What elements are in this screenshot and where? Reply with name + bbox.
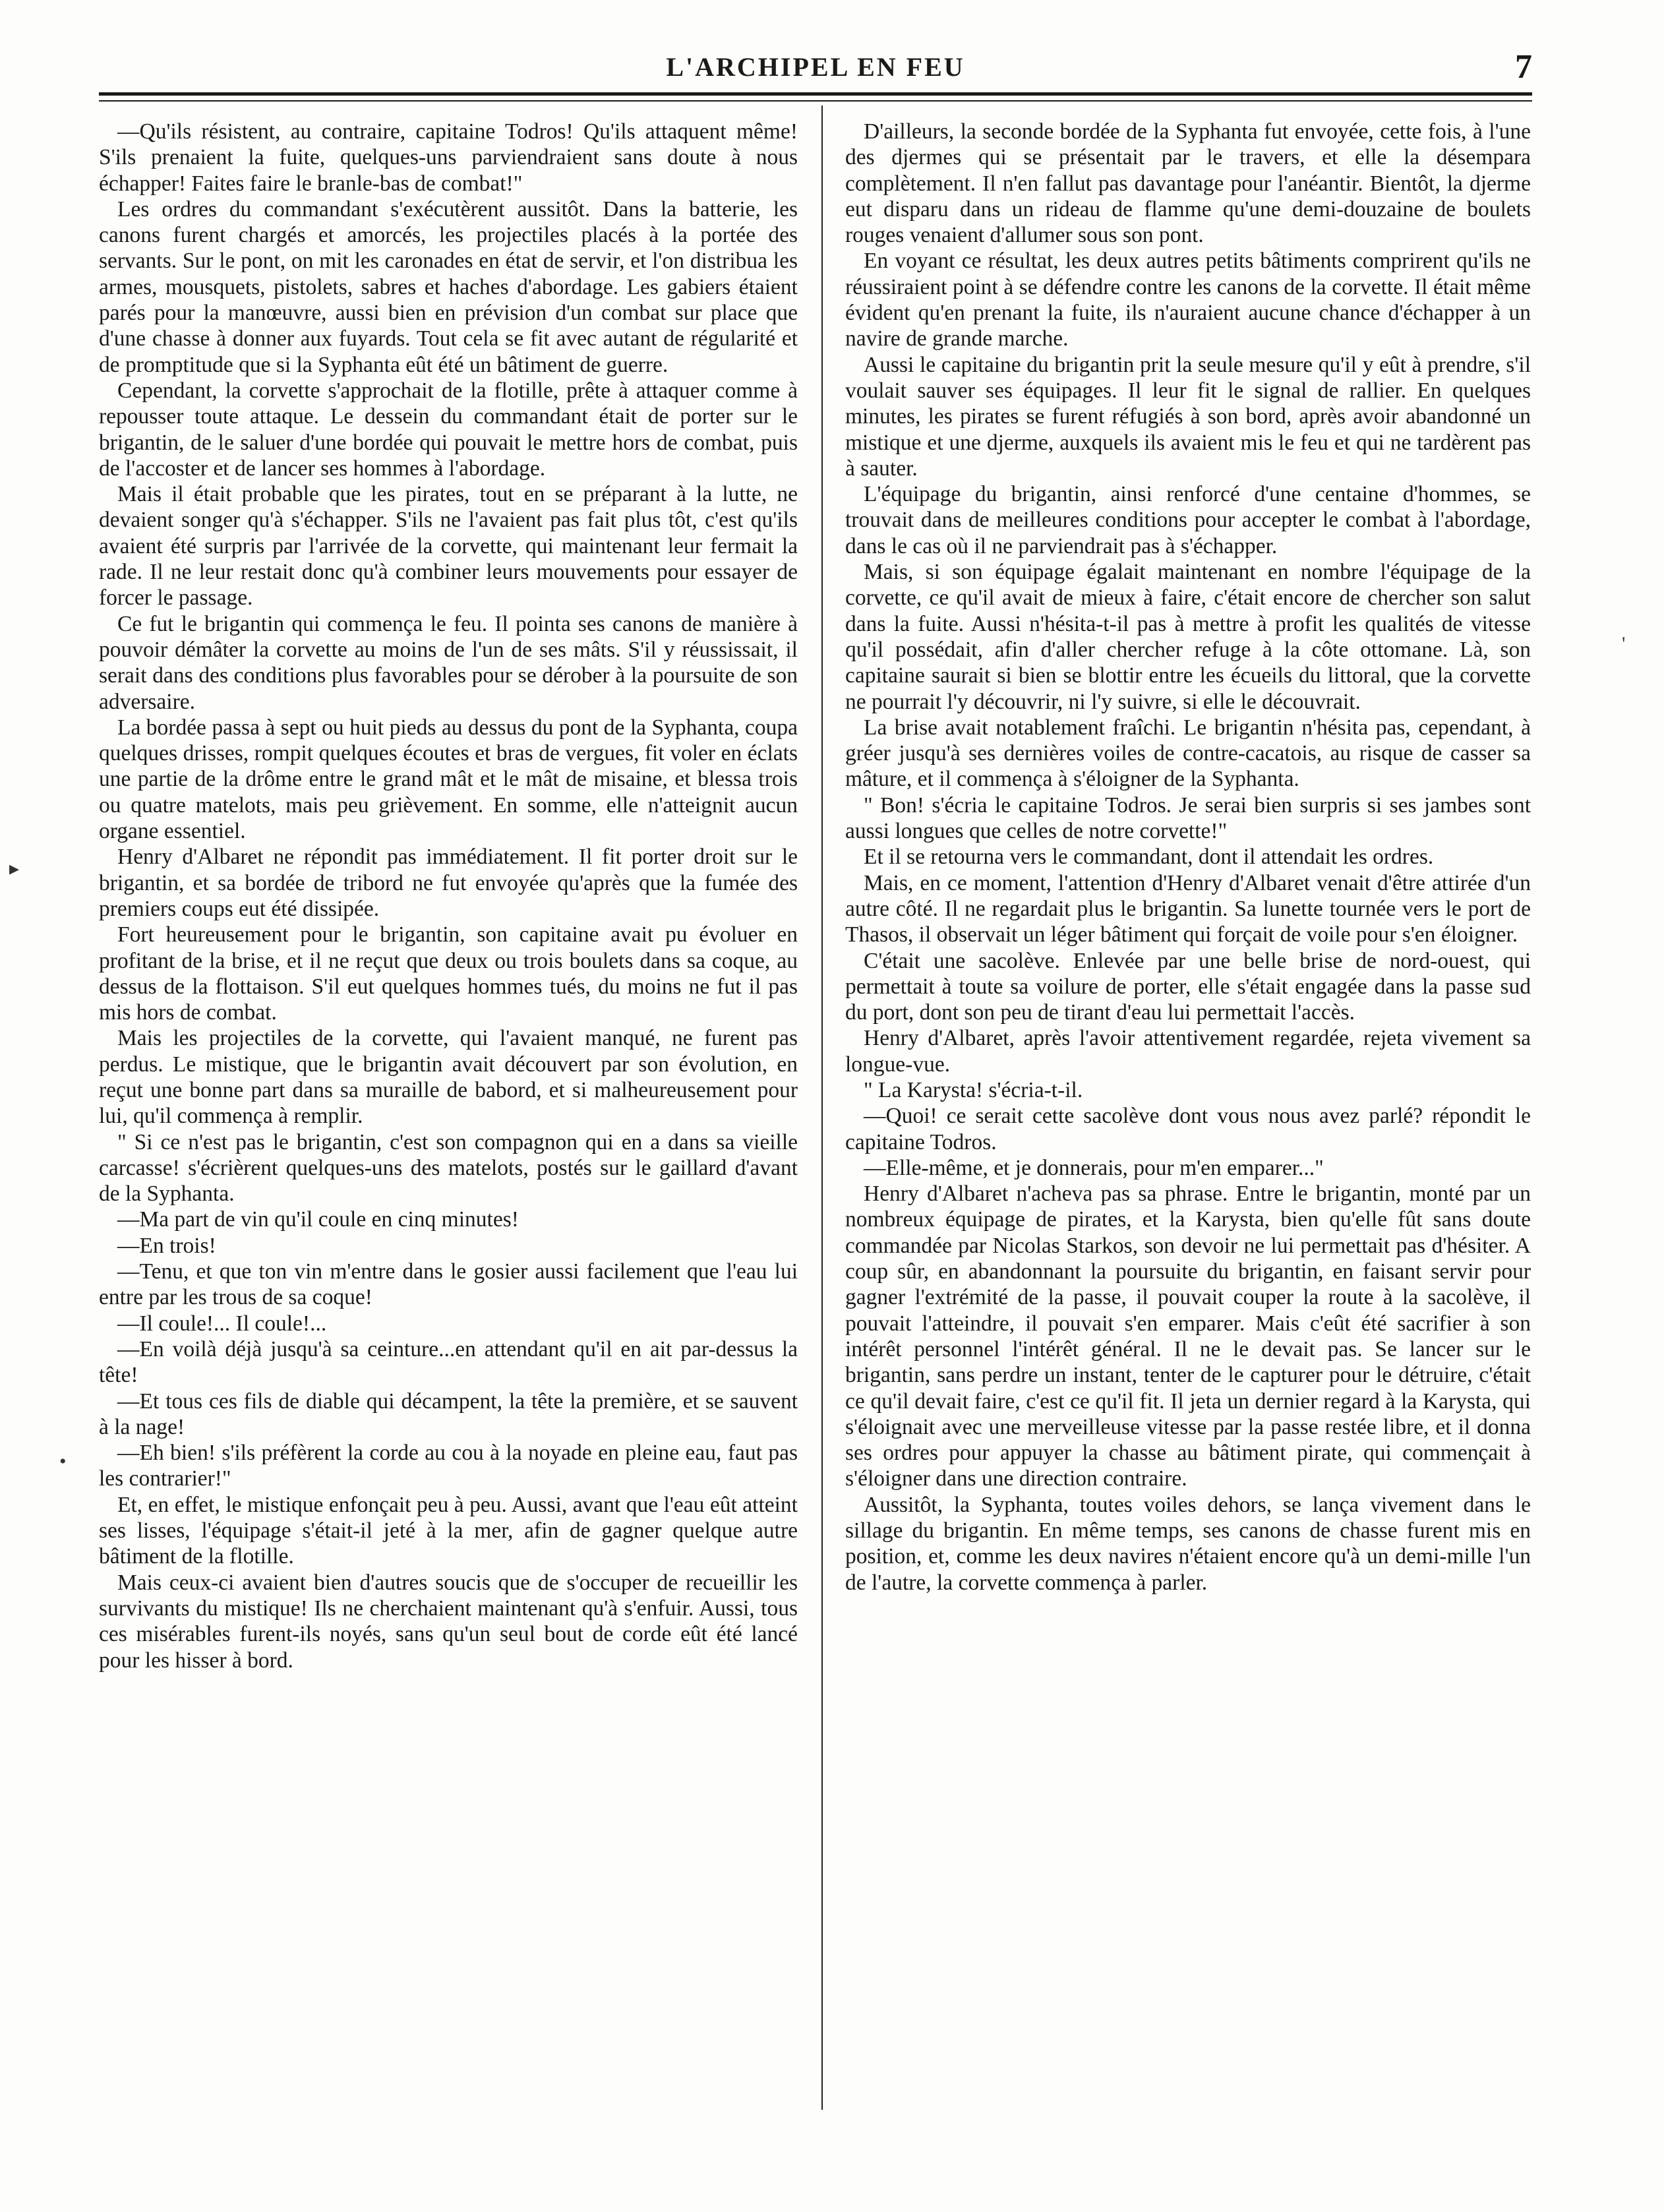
margin-mark: • bbox=[59, 1450, 67, 1472]
paragraph: Aussitôt, la Syphanta, toutes voiles dehors, se lança vivement dans le sillage du brigantin. En même temps, ses canons de chasse furent mis en position, et, comme les deux navires n'étaient encore qu'à un demi-mille l'un de l'autre, la corvette commença à parler. bbox=[845, 1492, 1531, 1595]
paragraph: —Qu'ils résistent, au contraire, capitaine Todros! Qu'ils attaquent même! S'ils prenaient la fuite, quelques-uns parviendraient sans doute à nous échapper! Faites faire le branle-bas de combat!" bbox=[99, 119, 798, 196]
paragraph: Mais, si son équipage égalait maintenant en nombre l'équipage de la corvette, ce qu'il avait de mieux à faire, c'était encore de chercher son salut dans la fuite. Aussi n'hésita-t-il pas à mettre à profit les qualités de vitesse qu'il possédait, afin d'aller chercher refuge à la côte ottomane. Là, son capitaine saurait si bien se blottir entre les écueils du littoral, que la corvette ne pourrait l'y découvrir, ni l'y suivre, si elle le découvrait. bbox=[845, 560, 1531, 714]
paragraph: Ce fut le brigantin qui commença le feu. Il pointa ses canons de manière à pouvoir démâter la corvette au moins de l'un de ses mâts. S'il y réussissait, il serait dans des conditions plus favorables pour se dérober à la poursuite de son adversaire. bbox=[99, 611, 798, 714]
paragraph: —En trois! bbox=[117, 1233, 216, 1258]
right-column bbox=[845, 119, 1531, 1596]
paragraph: La bordée passa à sept ou huit pieds au dessus du pont de la Syphanta, coupa quelques drisses, rompit quelques écoutes et bras de vergues, fit voler en éclats une partie de la drôme entre le grand mât et le mât de misaine, et blessa trois ou quatre matelots, mais peu grièvement. En somme, elle n'atteignit aucun organe essentiel. bbox=[99, 715, 798, 844]
paragraph: Fort heureusement pour le brigantin, son capitaine avait pu évoluer en profitant de la brise, et il ne reçut que deux ou trois boulets dans sa coque, au dessus de la flottaison. S'il eut quelques hommes tués, du moins ne fut il pas mis hors de combat. bbox=[99, 922, 798, 1025]
paragraph: Mais, en ce moment, l'attention d'Henry d'Albaret venait d'être attirée d'un autre côté. Il ne regardait plus le brigantin. Sa lunette tournée vers le port de Thasos, il observait un léger bâtiment qui forçait de voile pour s'en éloigner. bbox=[845, 870, 1531, 947]
paragraph: Mais les projectiles de la corvette, qui l'avaient manqué, ne furent pas perdus. Le mistique, que le brigantin avait découvert par son évolution, en reçut une bonne part dans sa muraille de babord, et si malheureusement pour lui, qu'il commença à remplir. bbox=[99, 1026, 798, 1129]
paragraph: L'équipage du brigantin, ainsi renforcé d'une centaine d'hommes, se trouvait dans de meilleures conditions pour accepter le combat à l'abordage, dans le cas où il ne parviendrait pas à s'échapper. bbox=[845, 482, 1531, 558]
paragraph: Mais il était probable que les pirates, tout en se préparant à la lutte, ne devaient songer qu'à s'échapper. S'ils ne l'avaient pas fait plus tôt, c'est qu'ils avaient été surpris par l'arrivée de la corvette, qui maintenant leur fermait la rade. Il ne leur restait donc qu'à combiner leurs mouvements pour essayer de forcer le passage. bbox=[99, 482, 798, 611]
paragraph: Et, en effet, le mistique enfonçait peu à peu. Aussi, avant que l'eau eût atteint ses lisses, l'équipage s'était-il jeté à la mer, afin de gagner quelque autre bâtiment de la flotille. bbox=[99, 1492, 798, 1569]
paragraph: " La Karysta! s'écria-t-il. bbox=[864, 1077, 1083, 1102]
paragraph: En voyant ce résultat, les deux autres petits bâtiments comprirent qu'ils ne réussiraient point à se défendre contre les canons de la corvette. Il était même évident qu'en prenant la fuite, ils n'auraient aucune chance d'échapper à un navire de grande marche. bbox=[845, 249, 1531, 351]
paragraph: —Eh bien! s'ils préfèrent la corde au cou à la noyade en pleine eau, faut pas les contrarier!" bbox=[99, 1441, 798, 1491]
paragraph: Et il se retourna vers le commandant, dont il attendait les ordres. bbox=[864, 845, 1434, 870]
paragraph: Henry d'Albaret n'acheva pas sa phrase. Entre le brigantin, monté par un nombreux équipage de pirates, et la Karysta, bien qu'elle fût sans doute commandée par Nicolas Starkos, son devoir ne lui permettait pas d'hésiter. A coup sûr, en abandonnant la poursuite du brigantin, en faisant servir pour gagner l'extrémité de la passe, il pouvait couper la route à la sacolève, il pouvait l'atteindre, il pouvait s'en emparer. Mais c'eût été sacrifier à son intérêt personnel l'intérêt général. Il ne le devait pas. Se lancer sur le brigantin, sans perdre un instant, tenter de le capturer pour le détruire, c'était ce qu'il devait faire, c'est ce qu'il fit. Il jeta un dernier regard à la Karysta, qui s'éloignait avec une merveilleuse vitesse par la passe restée libre, et il donna ses ordres pour appuyer la chasse au bâtiment pirate, qui commençait à s'éloigner dans une direction contraire. bbox=[845, 1181, 1531, 1491]
running-title: L'ARCHIPEL EN FEU bbox=[666, 52, 965, 82]
paragraph: La brise avait notablement fraîchi. Le brigantin n'hésita pas, cependant, à gréer jusqu'à ses dernières voiles de contre-cacatois, au risque de casser sa mâture, et il commença à s'éloigner de la Syphanta. bbox=[845, 715, 1531, 792]
paragraph: Henry d'Albaret ne répondit pas immédiatement. Il fit porter droit sur le brigantin, et sa bordée de tribord ne fut envoyée qu'après que la fumée des premiers coups eut été dissipée. bbox=[99, 845, 798, 921]
running-head bbox=[99, 48, 1532, 91]
paragraph: Cependant, la corvette s'approchait de la flotille, prête à attaquer comme à repousser toute attaque. Le dessein du commandant était de porter sur le brigantin, de le saluer d'une bordée qui pouvait le mettre hors de combat, puis de l'accoster et de lancer ses hommes à l'abordage. bbox=[99, 378, 798, 481]
paragraph: Mais ceux-ci avaient bien d'autres soucis que de s'occuper de recueillir les survivants du mistique! Ils ne cherchaient maintenant qu'à s'enfuir. Aussi, tous ces misérables furent-ils noyés, sans qu'un seul bout de corde eût été lancé pour les hisser à bord. bbox=[99, 1570, 798, 1673]
paragraph: —Il coule!... Il coule!... bbox=[117, 1311, 327, 1336]
column-divider bbox=[821, 105, 823, 2110]
paragraph: —Quoi! ce serait cette sacolève dont vous nous avez parlé? répondit le capitaine Todros. bbox=[845, 1104, 1531, 1154]
margin-mark: ' bbox=[1622, 633, 1626, 655]
paragraph: —Elle-même, et je donnerais, pour m'en emparer..." bbox=[864, 1155, 1324, 1180]
paragraph: Aussi le capitaine du brigantin prit la seule mesure qu'il y eût à prendre, s'il voulait sauver ses équipages. Il leur fit le signal de rallier. En quelques minutes, les pirates se furent réfugiés à son bord, après avoir abandonné un mistique et une djerme, auxquels ils avaient mis le feu et qui ne tardèrent pas à sauter. bbox=[845, 352, 1531, 481]
paragraph: Les ordres du commandant s'exécutèrent aussitôt. Dans la batterie, les canons furent chargés et amorcés, les projectiles placés à la portée des servants. Sur le pont, on mit les caronades en état de servir, et l'on distribua les armes, mousquets, pistolets, sabres et haches d'abordage. Les gabiers étaient parés pour la manœuvre, aussi bien en prévision d'un combat sur place que d'une chasse à donner aux fuyards. Tout cela se fit avec autant de régularité et de promptitude que si la Syphanta eût été un bâtiment de guerre. bbox=[99, 196, 798, 377]
paragraph: —Ma part de vin qu'il coule en cinq minutes! bbox=[117, 1207, 519, 1232]
margin-mark: ▸ bbox=[9, 858, 20, 880]
paragraph: " Bon! s'écria le capitaine Todros. Je serai bien surpris si ses jambes sont aussi longues que celles de notre corvette!" bbox=[845, 792, 1531, 844]
paragraph: —Tenu, et que ton vin m'entre dans le gosier aussi facilement que l'eau lui entre par les trous de sa coque! bbox=[99, 1259, 798, 1310]
paragraph: —En voilà déjà jusqu'à sa ceinture...en attendant qu'il en ait par-dessus la tête! bbox=[99, 1336, 798, 1388]
paragraph: Henry d'Albaret, après l'avoir attentivement regardée, rejeta vivement sa longue-vue. bbox=[845, 1026, 1531, 1077]
paragraph: D'ailleurs, la seconde bordée de la Syphanta fut envoyée, cette fois, à l'une des djermes qui se présentait par le travers, et elle la désempara complètement. Il n'en fallut pas davantage pour l'anéantir. Bientôt, la djerme eut disparu dans un rideau de flamme qu'une demi-douzaine de boulets rouges venaient d'allumer sous son pont. bbox=[845, 119, 1531, 248]
header-rule-thick bbox=[99, 92, 1532, 96]
left-column bbox=[99, 119, 798, 1673]
page-number: 7 bbox=[1515, 48, 1532, 86]
paragraph: —Et tous ces fils de diable qui décampent, la tête la première, et se sauvent à la nage! bbox=[99, 1389, 798, 1439]
paragraph: " Si ce n'est pas le brigantin, c'est son compagnon qui en a dans sa vieille carcasse! s'écrièrent quelques-uns des matelots, postés sur le gaillard d'avant de la Syphanta. bbox=[99, 1129, 798, 1207]
header-rule-thin bbox=[99, 100, 1532, 102]
paragraph: C'était une sacolève. Enlevée par une belle brise de nord-ouest, qui permettait à toute sa voilure de porter, elle s'était engagée dans la passe sud du port, dont son peu de tirant d'eau lui permettait l'accès. bbox=[845, 948, 1531, 1025]
